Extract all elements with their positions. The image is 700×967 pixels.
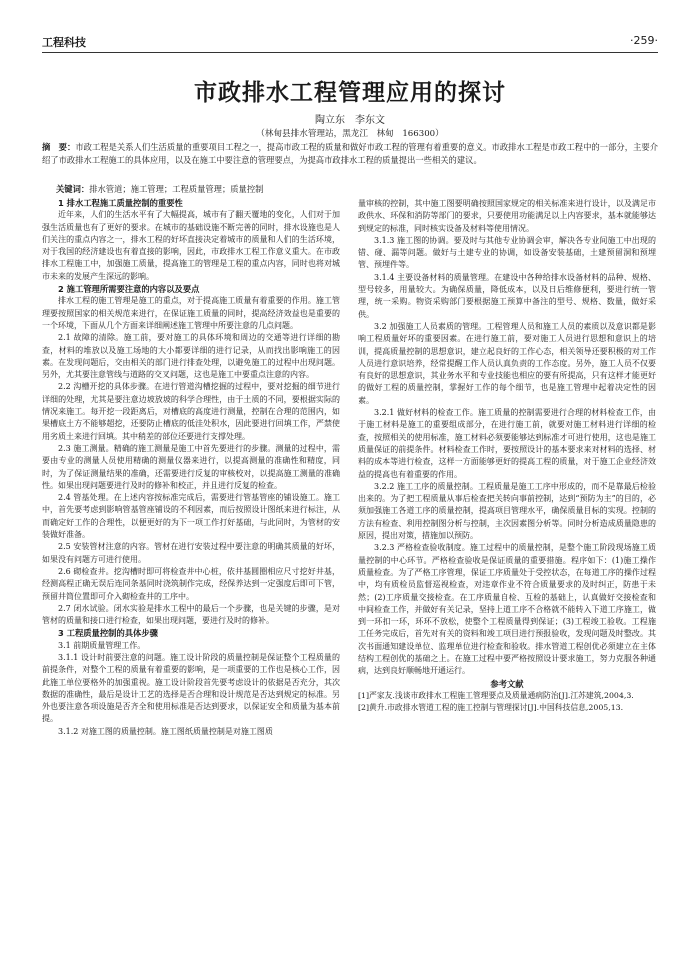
body-paragraph: 2.6 砌检查井。挖沟槽时即可将检查井中心桩，依井基圆圈相应尺寸挖好井基，经测高程正确无误后连同条基同时浇筑制作完成，经保养达到一定强度后即可下管，预留井筒位置即可介入砌检查井的工序中。 <box>42 566 340 601</box>
abstract <box>42 141 658 167</box>
reference-item: [1]严家友.浅谈市政排水工程施工管理要点及质量通病防治[J].江苏建筑,2004,3. <box>358 690 634 700</box>
author-affiliation: （林甸县排水管理站，黑龙江 林甸 166300） <box>256 129 444 139</box>
body-paragraph: 2.2 沟槽开挖的具体步骤。在进行管道沟槽挖掘的过程中，要对挖掘的细节进行详细的处理，尤其是要注意边坡放坡的科学合理性，由于土质的不同，要根据实际的情况来施工。每开挖一段距离后，对槽底的高度进行测量，控制在合理的范围内，如果槽底土方不能够超挖，还要防止槽底的低洼处积水，因此要进行回填工作，严禁使用劣质土来进行回填。其中稍差的部位还要进行支撑处理。 <box>42 382 340 441</box>
abstract-label: 摘 要： <box>42 142 76 152</box>
reference-item: [2]黄升.市政排水管道工程的施工控制与管理探讨[J].中国科技信息,2005,13. <box>358 703 624 713</box>
body-paragraph: 2.3 施工测量。精确的施工测量是施工中首先要进行的步骤。测量的过程中，需要由专业的测量人员使用精确的测量仪器来进行，以提高测量的准确性和精度，同时，为了保证测量结果的准确，还需要进行反复的审核校对，以提高施工测量的准确性。如果出现问题要进行及时的修补和校正，并且进行反复的检查。 <box>42 443 340 490</box>
section-heading: 1 排水工程施工质量控制的重要性 <box>58 198 183 208</box>
body-paragraph: 3.1 前期质量管理工作。 <box>58 640 146 650</box>
body-column-left <box>42 197 340 738</box>
page-header <box>42 34 658 53</box>
body-paragraph: 2.7 闭水试验。闭水实验是排水工程中的最后一个步骤，也是关键的步骤，是对管材的质量和接口进行检查，如果出现问题，要进行及时的修补。 <box>42 603 340 626</box>
body-paragraph: 2.5 安装管材注意的内容。管材在进行安装过程中要注意的明确其质量的好坏，如果没有问题方可进行使用。 <box>42 542 340 564</box>
journal-section-label: 工程科技 <box>42 36 86 49</box>
body-paragraph: 3.2.2 施工工序的质量控制。工程质量是施工工序中形成的，而不是靠最后检验出来的。为了把工程质量从事后检查把关转向事前控制，达到“预防为主”的目的，必须加强施工各道工序的质量控制，提高项目管理水平，确保质量目标的实现。控制的方法有检查、利用控制图分析与控制，主次因素图分析等。同时分析造成质量隐患的原因，提出对策，措施加以预防。 <box>358 481 656 541</box>
body-paragraph: 3.1.3 施工图的协调。要及时与其他专业协调会审，解决各专业间施工中出现的错、碰、漏等问题。做好与土建专业的协调，如设备安装基础，土建预留洞和预埋管、预埋件等。 <box>358 235 656 270</box>
section-heading: 3 工程质量控制的具体步骤 <box>58 628 158 639</box>
body-paragraph: 量审核的控制，其中施工图要明确按照国家规定的相关标准来进行设计，以及满足市政供水、环保和消防等部门的要求，只要使用功能满足以上内容要求，基本就能够达到规定的标准，同时核实设备及材料等使用情况。 <box>358 199 656 233</box>
page-number: ·259· <box>630 34 658 47</box>
body-paragraph: 排水工程的施工管理是施工的重点，对于提高施工质量有着重要的作用。施工管理要按照国家的相关规范来进行，在保证施工质量的同时，提高经济效益也是重要的一个环境，下面从几个方面来详细阐述施工管理中所要注意的几点问题。 <box>42 296 340 330</box>
body-paragraph: 2.1 故障的清除。施工前，要对施工的具体环境和周边的交通等进行详细的勘查，材料的堆放以及施工场地的大小都要详细的进行记录，从而找出影响施工的因素。在发现问题后，交由相关的部门进行排查处理，以避免施工的过程中出现问题。另外，尤其要注意管线与道路的交叉问题，这也是施工中要重点注意的内容。 <box>42 333 340 380</box>
body-paragraph: 3.1.1 设计时前要注意的问题。施工设计阶段的质量控制是保证整个工程质量的前提条件，对整个工程的质量有着重要的影响，是一项重要的工作也是核心工作，因此施工单位要格外的加强重视。施工设计阶段首先要考虑设计的依据是否充分，其次数据的准确性，最后是设计工艺的选择是否合理和设计规范是否达到规定的标准。另外也要注意各项设施是否齐全和使用标准是否达到要求，以保证安全和质量为基本前提。 <box>42 652 340 724</box>
keywords-label: 关键词： <box>56 184 90 194</box>
keywords <box>56 183 658 196</box>
body-paragraph: 3.1.2 对施工图的质量控制。施工图纸质量控制是对施工图质 <box>58 726 273 736</box>
body-paragraph: 3.2.3 严格检查验收制度。施工过程中的质量控制，是整个施工阶段现场施工质量控制的中心环节。严格检查验收是保证质量的重要措施。程序如下：(1)施工操作质量检查。为了严格工序管理，保证工序质量处于受控状态，在每道工序的操作过程中，均有质检员监督巡视检查，对违章作业不符合质量要求的及时纠正，防患于未然；(2)工序质量交接检查。在工序质量自检、互检的基础上，认真做好交接检查和中间检查工作，并做好有关记录，坚持上道工序不合格就不能转入下道工序施工，做到一环扣一环，环环不放松，使整个工程质量得到保证；(3)工程竣工验收。工程施工任务完成后，首先对有关的资料和竣工项目进行预报验收，发现问题及时整改。其次书面通知建设单位、监理单位进行检查和验收。排水管道工程创优必须建立在主体结构工程创优的基础之上。在施工过程中要严格按照设计要求施工，努力克服各种通病，达到良好顺畅地开通运行。 <box>358 543 656 676</box>
body-paragraph: 2.4 管基处理。在上述内容按标准完成后，需要进行管基管座的铺设施工。施工中，首先要考虑到影响管基管座铺设的不利因素，而后按照设计图纸来进行标注，从而确定好工作的合理性，以便更好的为下一项工作打好基础，与此同时，为管材的安装做好准备。 <box>42 493 340 540</box>
article-title: 市政排水工程管理应用的探讨 <box>194 79 506 106</box>
abstract-text: 市政工程是关系人们生活质量的重要项目工程之一，提高市政工程的质量和做好市政工程的管理有着重要的意义。市政排水工程是市政工程中的一部分，主要介绍了市政排水工程施工的具体应用，以及在施工中要注意的管理要点，为提高市政排水工程的质量提出一些相关的建议。 <box>42 142 658 166</box>
keywords-text: 排水管道；施工管理；工程质量管理；质量控制 <box>89 184 264 194</box>
body-paragraph: 3.2.1 做好材料的检查工作。施工质量的控制需要进行合理的材料检查工作，由于施工材料是施工的重要组成部分，在进行施工前，就要对施工材料进行详细的检查，按照相关的使用标准，施工材料必须要能够达到标准才可进行使用，这也是施工质量保证的前提条件。材料检查工作时，要按照设计的基本要求来对材料的选择、材料的成本等进行检查，这样一方面能够更好的提高工程的质量，对于施工企业经济效益的提高也有着重要的作用。 <box>358 408 656 479</box>
section-heading: 2 施工管理所需要注意的内容以及要点 <box>58 284 200 295</box>
references-heading: 参考文献 <box>490 678 524 689</box>
article-authors: 陶立东 李东文 <box>315 115 385 126</box>
body-column-right <box>358 198 656 714</box>
body-paragraph: 3.1.4 主要设备材料的质量管理。在建设中各种给排水设备材料的品种、规格、型号较多，用量较大。为确保质量，降低成本，以及日后维修便利，要进行统一管理，统一采购。物资采购部门要根据施工预算中备注的型号、规格、数量，做好采供。 <box>358 272 656 319</box>
body-paragraph: 近年来，人们的生活水平有了大幅提高，城市有了翻天覆地的变化，人们对于加强生活质量也有了更好的要求。在城市的基础设施不断完善的同时，排水设施也是人们关注的重点内容之一，排水工程的好坏直接决定着城市的质量和人们的生活环境，对于我国的经济建设也有着直接的影响，因此，市政排水工程工作意义重大。在市政排水工程施工中，加强施工质量，提高施工的管理是工程的重点内容，同时也将对城市未来的发展产生深远的影响。 <box>42 210 340 281</box>
body-paragraph: 3.2 加强施工人员素质的管理。工程管理人员和施工人员的素质以及意识都是影响工程质量好坏的重要因素。在进行施工前，要对施工人员进行思想和意识上的培训，提高质量控制的思想意识，建立起良好的工作心态，相关领导还要积极的对工作人员进行意识培养，经常提醒工作人员认真负责的工作态度。另外，施工人员不仅要有良好的思想意识，其业务水平和专业技能也相应的要有所提高，只有这样才能更好的做好工程的质量控制，掌握好工作的每个细节，也是施工管理中起着决定性的因素。 <box>358 321 656 405</box>
